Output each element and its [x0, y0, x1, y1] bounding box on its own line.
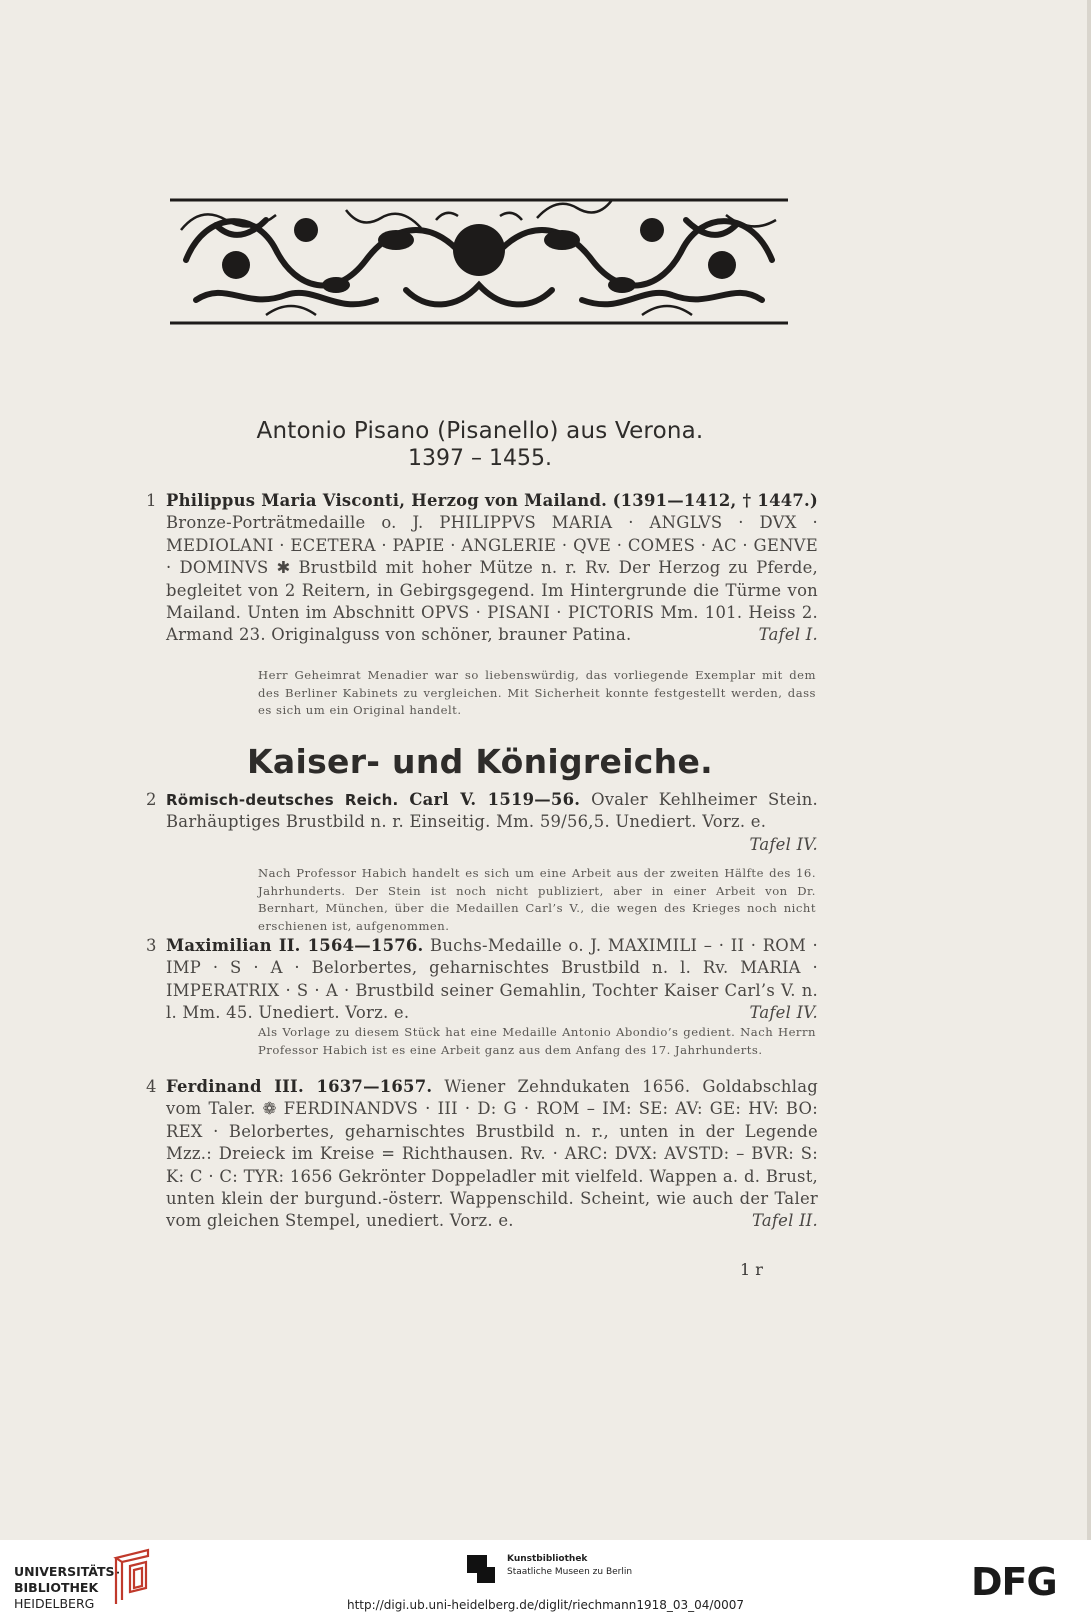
kunstbibliothek-logo[interactable] — [507, 1553, 632, 1579]
entry-body: Bronze-Porträtmedaille o. J. PHILIPPVS MARIA · ANGLVS · DVX · MEDIOLANI · ECETERA · PAPIE · ANGLERIE · QVE · COMES · AC · GENVE · DOMINVS ✱ Brustbild mit hoher Mütze n. r. Rv. Der Herzog zu Pferde, begleitet von 2 Reitern, in Gebirgsgegend. Im Hintergrunde die Türme von Mailand. Unten im Abschnitt OPVS · PISANI · PICTORIS Mm. 101. Heiss 2. Armand 23. Originalguss von schöner, brauner Patina. — [166, 513, 818, 645]
entry-lead-sans: Römisch-deutsches Reich. — [166, 791, 399, 809]
entry-tafel: Tafel I. — [758, 625, 818, 645]
ub-logo-line: HEIDELBERG — [14, 1596, 95, 1611]
entry-tafel: Tafel II. — [751, 1211, 818, 1231]
entry-number: 3 — [146, 936, 157, 955]
entry-body: Buchs-Medaille o. J. MAXIMILI – · II · ROM · IMP · S · A · Belorbertes, geharnischtes Brustbild n. l. Rv. MARIA · IMPERATRIX · S · A · Brustbild seiner Gemahlin, Tochter Kaiser Carl’s V. n. l. Mm. 45. Unediert. Vorz. e. — [166, 936, 818, 1023]
acanthus-ornament-icon — [166, 190, 792, 333]
page-number: 1 r — [740, 1260, 763, 1279]
entry-lead: Philippus Maria Visconti, Herzog von Mailand. — [166, 491, 608, 510]
entry-note: Nach Professor Habich handelt es sich um eine Arbeit aus der zweiten Hälfte des 16. Jahrhunderts. Der Stein ist noch nicht publiziert, aber in einer Arbeit von Dr. Bernhart, München, über die Medaillen Carl’s V., die wegen des Krieges noch nicht erschienen ist, aufgenommen. — [258, 866, 816, 933]
entry-number: 4 — [146, 1077, 157, 1096]
dfg-logo[interactable]: DFG — [971, 1560, 1057, 1604]
catalogue-entry — [146, 1076, 818, 1233]
ub-logo-line: BIBLIOTHEK — [14, 1580, 99, 1595]
entry-lead-dates: (1391—1412, † 1447.) — [612, 491, 818, 510]
kunstbibliothek-mark-icon — [465, 1553, 497, 1585]
section-dates-pisano: 1397 – 1455. — [408, 446, 552, 471]
entry-note: Als Vorlage zu diesem Stück hat eine Medaille Antonio Abondio’s gedient. Nach Herrn Professor Habich ist es eine Arbeit ganz aus dem Anfang des 17. Jahrhunderts. — [258, 1025, 816, 1057]
section-title-kaiser: Kaiser- und Königreiche. — [247, 742, 713, 781]
footer-url[interactable]: http://digi.ub.uni-heidelberg.de/diglit/riechmann1918_03_04/0007 — [347, 1598, 744, 1612]
entry-body: Wiener Zehndukaten 1656. Goldabschlag vom Taler. ❁ FERDINANDVS · III · D: G · ROM – IM: SE: AV: GE: HV: BO: REX · Belorbertes, geharnischtes Brustbild n. r., unten in der Legende Mzz.: Dreieck im Kreise = Richthausen. Rv. · ARC: DVX: AVSTD: – BVR: S: K: C · C: TYR: 1656 Gekrönter Doppeladler mit vielfeld. Wappen a. d. Brust, unten klein der burgund.-österr. Wappenschild. Scheint, wie auch der Taler vom gleichen Stempel, unediert. Vorz. e. — [166, 1077, 818, 1231]
ub-logo-line: UNIVERSITÄTS- — [14, 1564, 120, 1579]
catalogue-entry — [146, 490, 818, 647]
kb-logo-line: Staatliche Museen zu Berlin — [507, 1567, 633, 1577]
entry-tafel: Tafel IV. — [749, 834, 818, 854]
entry-tafel: Tafel IV. — [749, 1003, 818, 1023]
entry-lead: Maximilian II. 1564—1576. — [166, 936, 424, 955]
entry-number: 1 — [146, 491, 157, 510]
catalogue-entry — [146, 789, 818, 856]
entry-body: Ovaler Kehlheimer Stein. Barhäuptiges Brustbild n. r. Einseitig. Mm. 59/56,5. Unediert. Vorz. e. — [166, 790, 818, 832]
entry-note: Herr Geheimrat Menadier war so liebenswürdig, das vorliegende Exemplar mit dem des Berliner Kabinets zu vergleichen. Mit Sicherheit konnte festgestellt werden, dass es sich um ein Original handelt. — [258, 668, 816, 717]
entry-number: 2 — [146, 790, 157, 809]
kb-logo-line: Kunstbibliothek — [507, 1554, 588, 1564]
section-title-pisano: Antonio Pisano (Pisanello) aus Verona. — [256, 418, 704, 444]
entry-lead: Ferdinand III. 1637—1657. — [166, 1077, 433, 1096]
catalogue-entry — [146, 935, 818, 1025]
entry-lead: Carl V. 1519—56. — [409, 790, 581, 809]
